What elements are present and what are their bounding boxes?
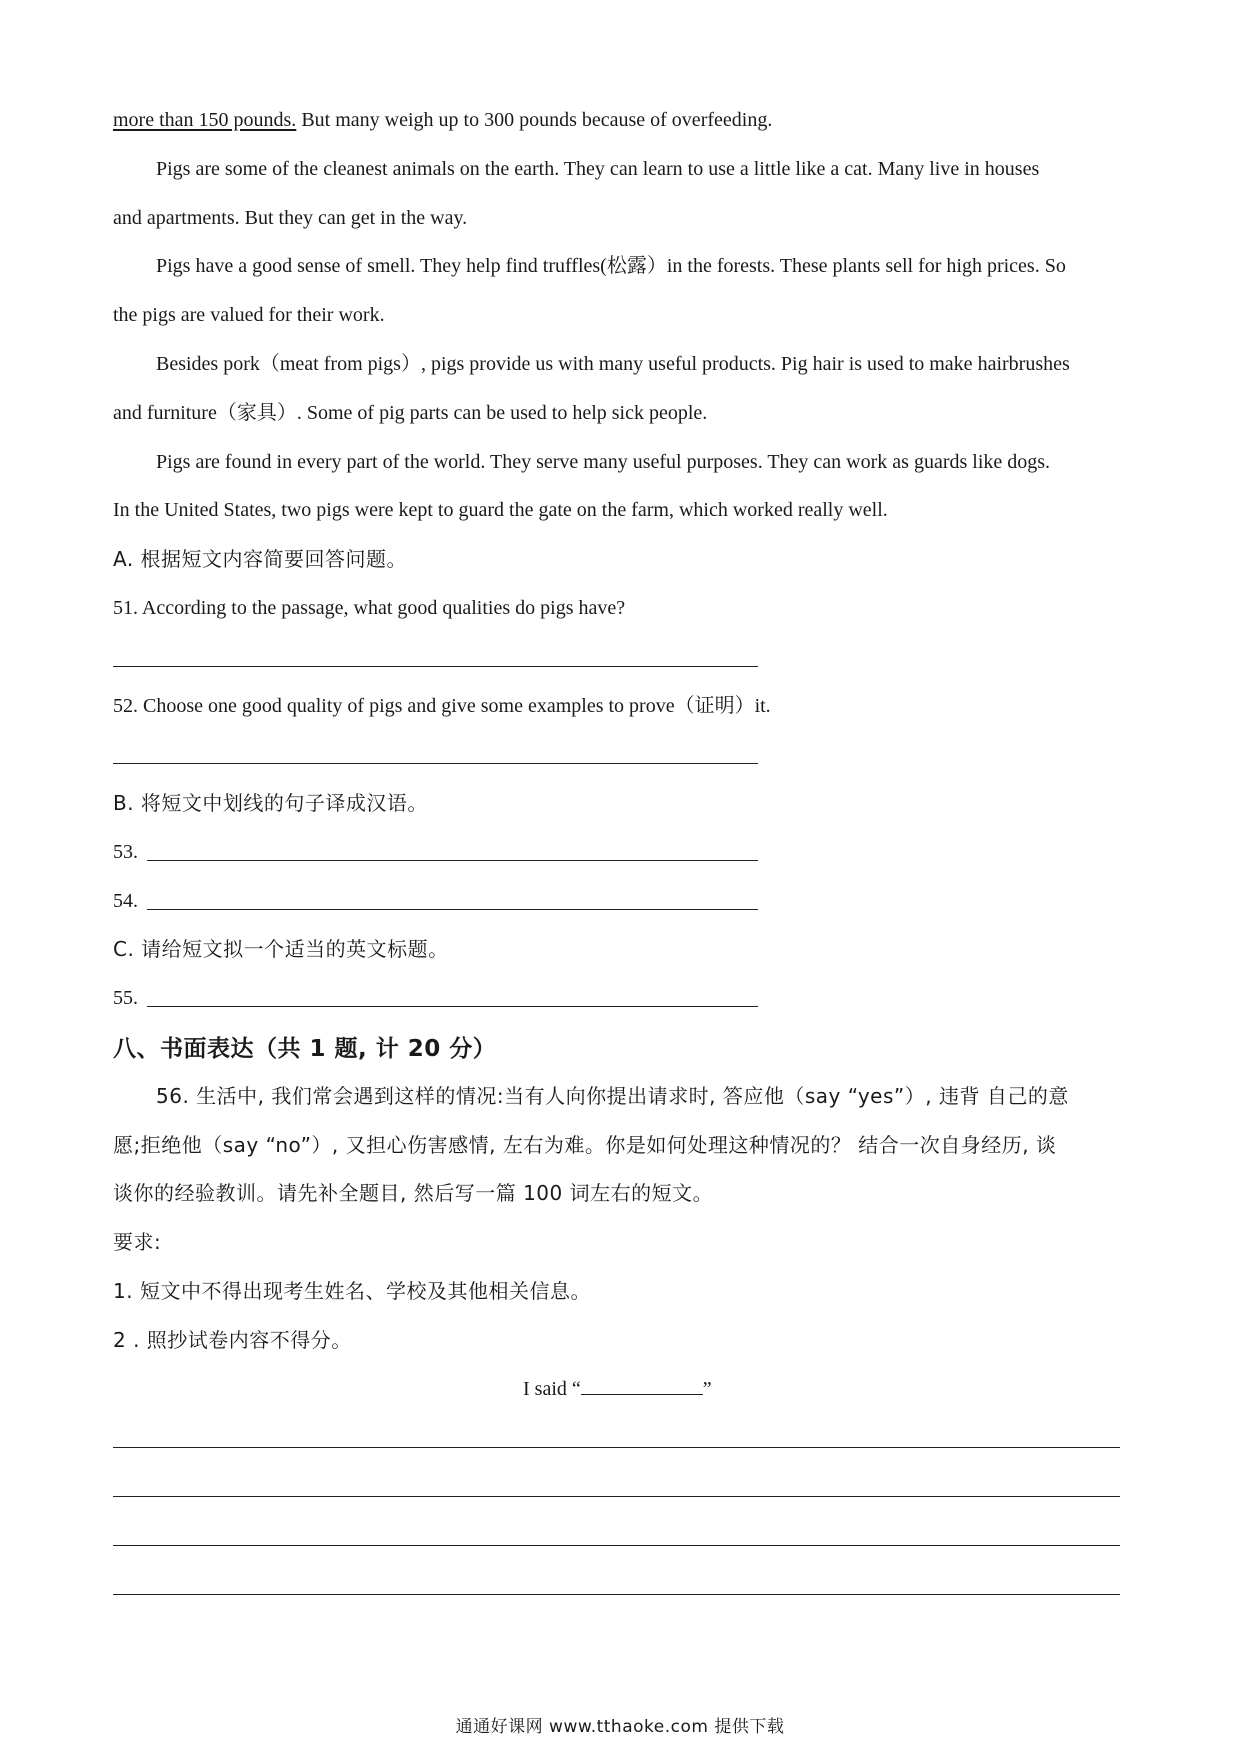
question-53-number: 53. bbox=[113, 841, 138, 863]
passage-line-1 bbox=[113, 107, 772, 133]
question-56-line1: 56. 生活中, 我们常会遇到这样的情况:当有人向你提出请求时, 答应他（say “yes”）, 违背 自己的意 bbox=[156, 1084, 1069, 1108]
underlined-sentence: more than 150 pounds. bbox=[113, 109, 297, 131]
essay-title-prefix: I said “ bbox=[523, 1378, 581, 1400]
essay-title-suffix: ” bbox=[702, 1378, 712, 1400]
essay-line-2[interactable] bbox=[113, 1496, 1120, 1497]
answer-line-55[interactable] bbox=[147, 1006, 758, 1007]
passage-para2-line2: and apartments. But they can get in the way. bbox=[113, 207, 468, 229]
answer-line-54[interactable] bbox=[147, 909, 758, 910]
answer-line-53[interactable] bbox=[147, 860, 758, 861]
requirement-2: 2 . 照抄试卷内容不得分。 bbox=[113, 1328, 352, 1352]
essay-title bbox=[523, 1376, 712, 1402]
passage-para2-line1: Pigs are some of the cleanest animals on the earth. They can learn to use a little like a cat. Many live in houses bbox=[156, 158, 1040, 180]
essay-line-1[interactable] bbox=[113, 1447, 1120, 1448]
passage-para3-line2: the pigs are valued for their work. bbox=[113, 304, 385, 326]
passage-line-1-rest: But many weigh up to 300 pounds because of overfeeding. bbox=[296, 109, 773, 131]
requirement-1: 1. 短文中不得出现考生姓名、学校及其他相关信息。 bbox=[113, 1279, 591, 1303]
section-8-heading: 八、书面表达（共 1 题, 计 20 分） bbox=[113, 1036, 497, 1062]
part-c-heading: C. 请给短文拟一个适当的英文标题。 bbox=[113, 937, 449, 961]
passage-para3-line1: Pigs have a good sense of smell. They help find truffles(松露）in the forests. These plants sell for high prices. So bbox=[156, 255, 1066, 277]
question-51: 51. According to the passage, what good qualities do pigs have? bbox=[113, 597, 626, 619]
answer-line-51[interactable] bbox=[113, 666, 758, 667]
passage-para4-line2: and furniture（家具）. Some of pig parts can be used to help sick people. bbox=[113, 402, 708, 424]
answer-line-52[interactable] bbox=[113, 763, 758, 764]
page-footer: 通通好课网 www.tthaoke.com 提供下载 bbox=[455, 1717, 785, 1737]
requirements-label: 要求: bbox=[113, 1230, 162, 1254]
part-a-heading: A. 根据短文内容简要回答问题。 bbox=[113, 547, 408, 571]
question-55-number: 55. bbox=[113, 987, 138, 1009]
passage-para5-line2: In the United States, two pigs were kept to guard the gate on the farm, which worked really well. bbox=[113, 499, 888, 521]
passage-para5-line1: Pigs are found in every part of the world. They serve many useful purposes. They can work as guards like dogs. bbox=[156, 451, 1051, 473]
question-56-line3: 谈你的经验教训。请先补全题目, 然后写一篇 100 词左右的短文。 bbox=[113, 1181, 714, 1205]
essay-line-3[interactable] bbox=[113, 1545, 1120, 1546]
essay-line-4[interactable] bbox=[113, 1594, 1120, 1595]
question-54-number: 54. bbox=[113, 890, 138, 912]
passage-para4-line1: Besides pork（meat from pigs）, pigs provide us with many useful products. Pig hair is used to make hairbrushes bbox=[156, 353, 1070, 375]
question-56-line2: 愿;拒绝他（say “no”）, 又担心伤害感情, 左右为难。你是如何处理这种情况的？ 结合一次自身经历, 谈 bbox=[113, 1133, 1057, 1157]
part-b-heading: B. 将短文中划线的句子译成汉语。 bbox=[113, 791, 428, 815]
question-52: 52. Choose one good quality of pigs and give some examples to prove（证明）it. bbox=[113, 695, 771, 717]
essay-title-blank[interactable] bbox=[581, 1376, 703, 1395]
